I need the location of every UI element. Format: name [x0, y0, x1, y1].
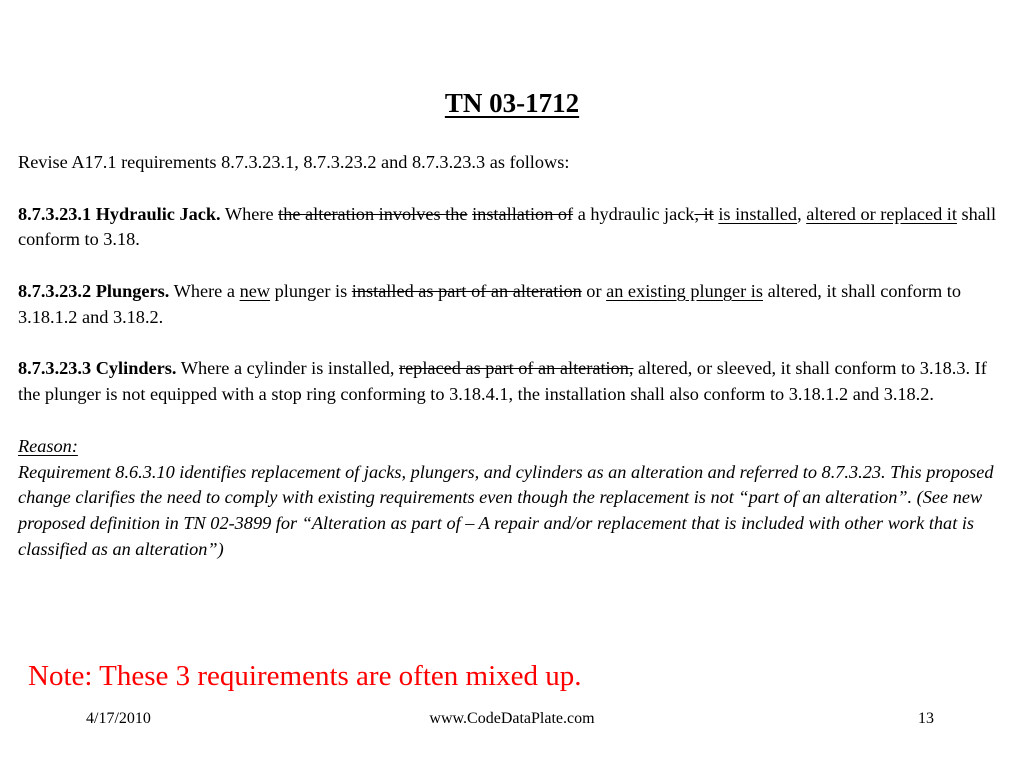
footer-date: 4/17/2010 [86, 710, 151, 727]
text-segment: altered, it shall conform to 3.18.1.2 and 3.18.2. [18, 280, 961, 327]
intro-paragraph: Revise A17.1 requirements 8.7.3.23.1, 8.7.3.23.2 and 8.7.3.23.3 as follows: [18, 152, 570, 172]
text-segment: a hydraulic jack [573, 203, 695, 224]
inserted-text: an existing plunger is [606, 280, 763, 301]
deleted-text: , it [694, 203, 714, 224]
text-segment: Where a [169, 280, 240, 301]
footer-website: www.CodeDataPlate.com [429, 710, 595, 727]
text-segment: altered, or sleeved, it shall conform to 3.18.3. If the plunger is not equipped with a stop ring conforming to 3.18.4.1, the installation shall also conform to 3.18.1.2 and 3.18.2. [18, 358, 987, 405]
text-segment: plunger is [270, 280, 352, 301]
note-text: Note: These 3 requirements are often mixed up. [28, 660, 582, 692]
requirement-heading: 8.7.3.23.2 Plungers. [18, 280, 170, 301]
text-segment: Where [220, 203, 279, 224]
body-text [18, 150, 1008, 563]
reason-text: Requirement 8.6.3.10 identifies replacement of jacks, plungers, and cylinders as an alteration and referred to 8.7.3.23. This proposed change clarifies the need to comply with existing requirements even though the replacement is not “part of an alteration”. (See new proposed definition in TN 02-3899 for “Alteration as part of – A repair and/or replacement that is included with other work that is classified as an alteration”) [18, 461, 994, 559]
footer-page-number: 13 [918, 710, 934, 727]
requirement-cylinders [18, 356, 1008, 408]
deleted-text: replaced as part of an alteration, [398, 358, 634, 379]
text-segment: or [581, 280, 607, 301]
reason-label-text: Reason: [18, 435, 78, 456]
text-segment: shall conform to 3.18. [18, 203, 997, 250]
deleted-text: installed as part of an alteration [351, 280, 582, 301]
requirement-heading: 8.7.3.23.1 Hydraulic Jack. [18, 203, 221, 224]
deleted-text: the alteration involves the [278, 203, 468, 224]
text-segment: , [797, 203, 807, 224]
text-segment: Where a cylinder is installed, [176, 358, 399, 379]
inserted-text: new [239, 280, 271, 301]
deleted-text: installation of [472, 203, 574, 224]
slide-title: TN 03-1712 [444, 88, 580, 118]
reason-label [18, 434, 1008, 460]
requirement-plungers [18, 279, 1008, 331]
inserted-text: altered or replaced it [806, 203, 957, 224]
requirement-heading: 8.7.3.23.3 Cylinders. [18, 358, 177, 379]
requirement-hydraulic-jack [18, 202, 1008, 254]
inserted-text: is installed [718, 203, 798, 224]
